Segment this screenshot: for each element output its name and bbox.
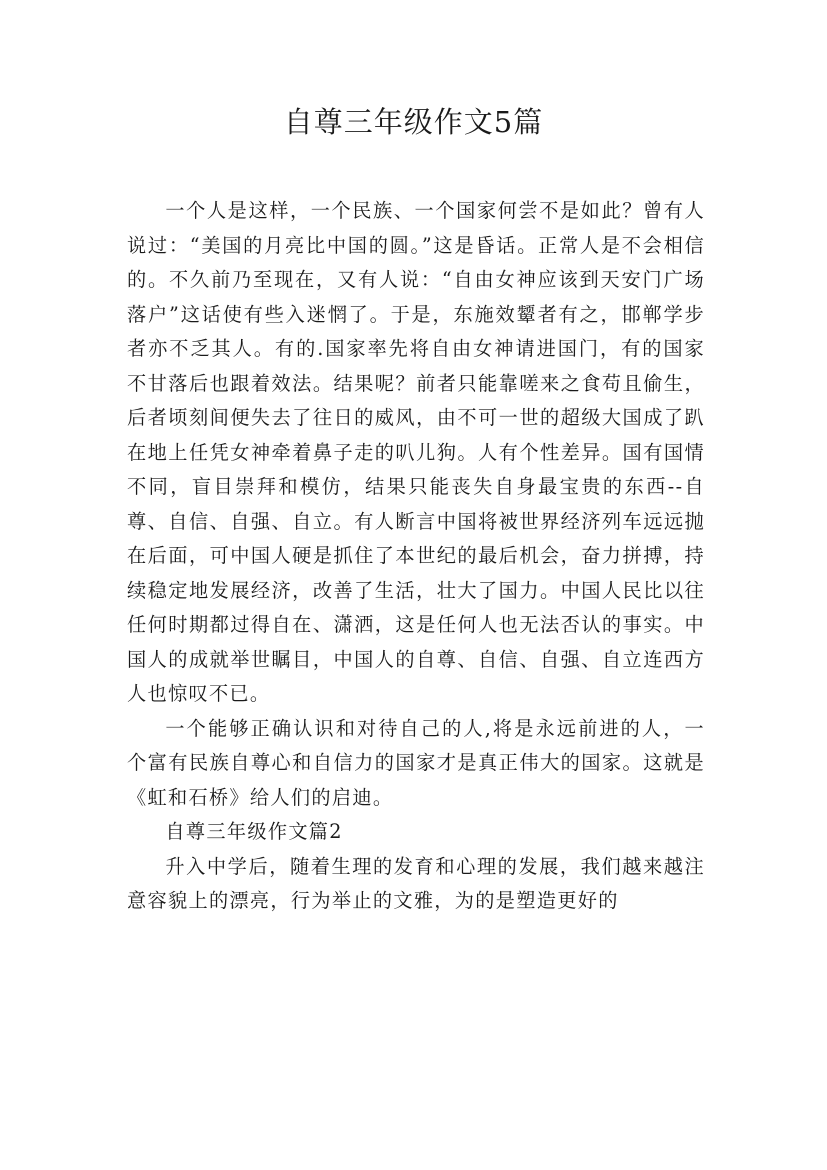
document-body	[127, 194, 705, 919]
document-title: 自尊三年级作文5篇	[283, 105, 544, 139]
paragraph: 一个能够正确认识和对待自己的人,将是永远前进的人，一个富有民族自尊心和自信力的国家才是真正伟大的国家。这就是《虹和石桥》给人们的启迪。	[127, 716, 705, 809]
paragraph: 升入中学后，随着生理的发育和心理的发展，我们越来越注意容貌上的漂亮，行为举止的文雅，为的是塑造更好的	[127, 854, 705, 912]
paragraph: 一个人是这样，一个民族、一个国家何尝不是如此？曾有人说过：“美国的月亮比中国的圆。”这是昏话。正常人是不会相信的。不久前乃至现在，又有人说：“自由女神应该到天安门广场落户”这话使有些入迷惘了。于是，东施效颦者有之，邯郸学步者亦不乏其人。有的.国家率先将自由女神请进国门，有的国家不甘落后也跟着效法。结果呢？前者只能靠嗟来之食苟且偷生，后者顷刻间便失去了往日的威风，由不可一世的超级大国成了趴在地上任凭女神牵着鼻子走的叭儿狗。人有个性差异。国有国情不同，盲目崇拜和模仿，结果只能丧失自身最宝贵的东西--自尊、自信、自强、自立。有人断言中国将被世界经济列车远远抛在后面，可中国人硬是抓住了本世纪的最后机会，奋力拼搏，持续稳定地发展经济，改善了生活，壮大了国力。中国人民比以往任何时期都过得自在、潇洒，这是任何人也无法否认的事实。中国人的成就举世瞩目，中国人的自尊、自信、自强、自立连西方人也惊叹不已。	[127, 199, 705, 705]
section-heading: 自尊三年级作文篇2	[165, 820, 343, 843]
